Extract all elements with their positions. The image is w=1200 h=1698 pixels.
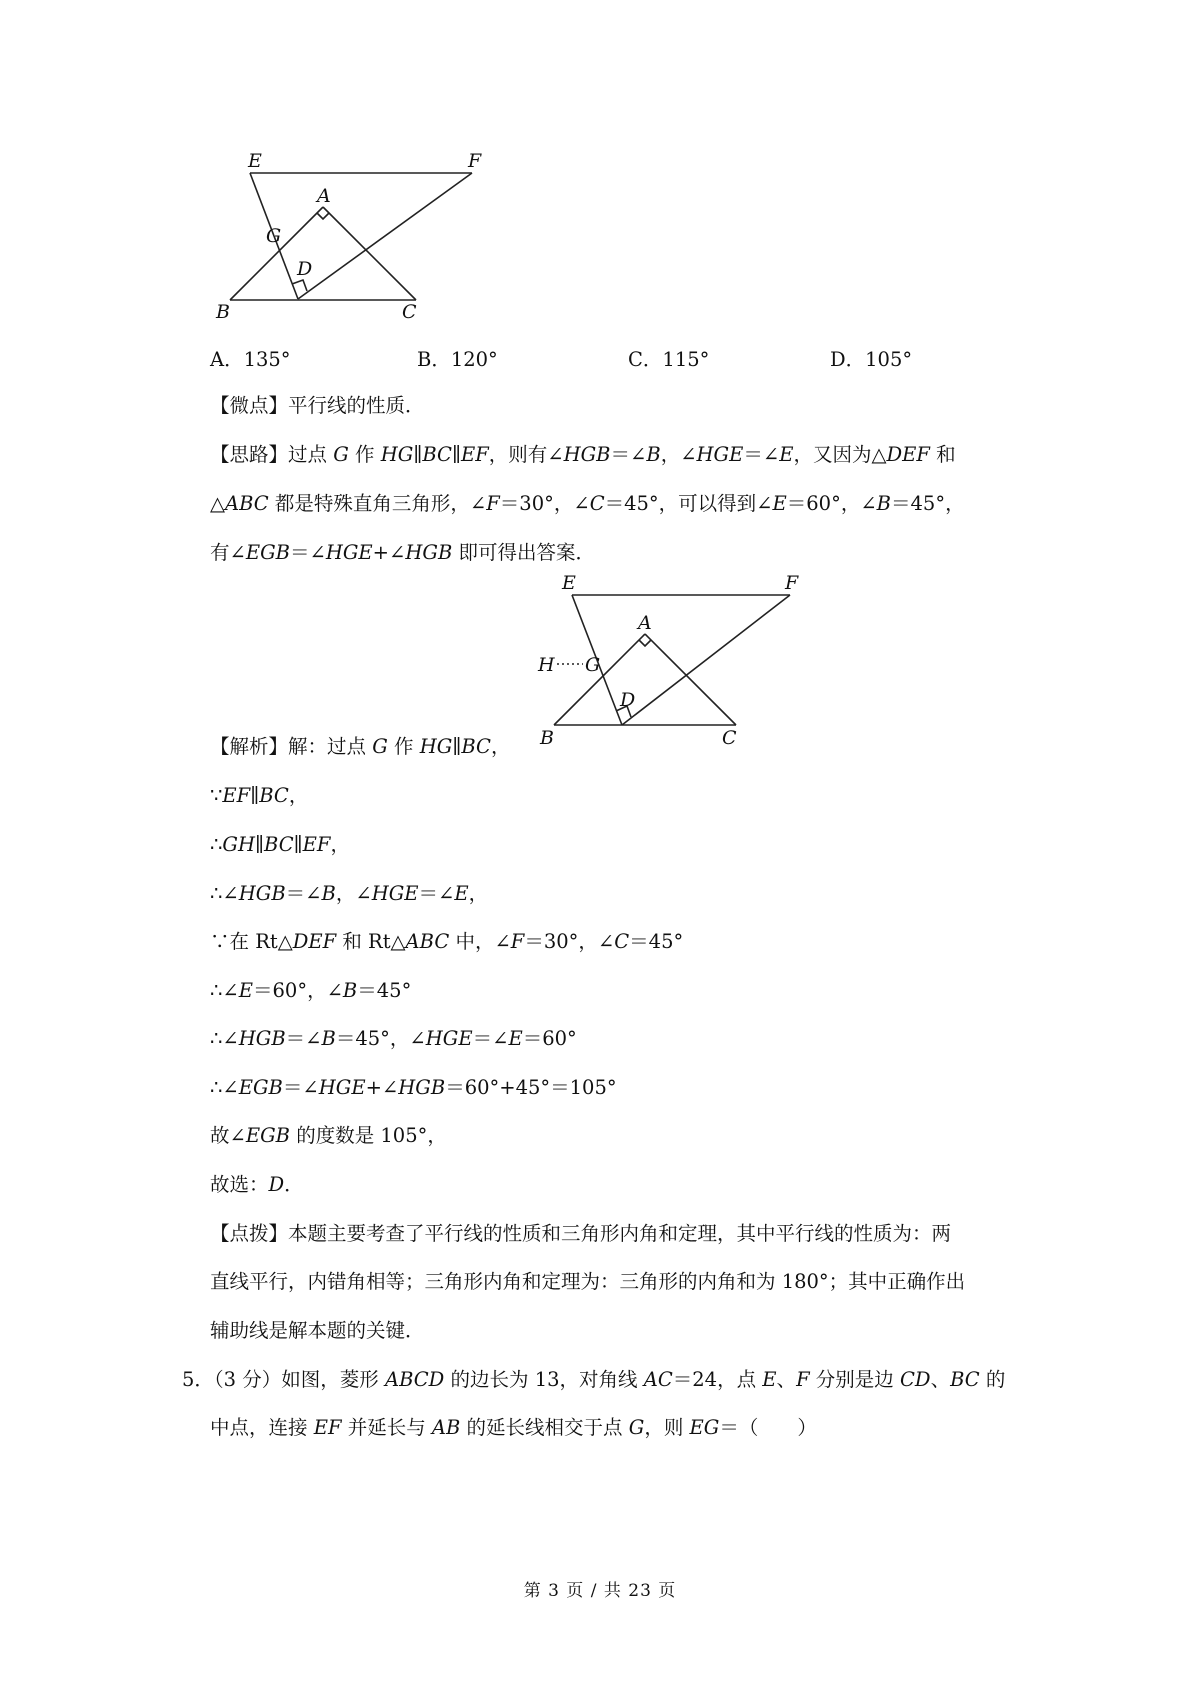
jiexi-text: ． (284, 1173, 304, 1196)
jiexi-text: ∴∠ (210, 1076, 239, 1099)
dianbo-text: 辅助线是解本题的关键． (210, 1319, 425, 1342)
question-text: （3 分）如图，菱形 (213, 1368, 379, 1391)
jiexi-line-0: 【解析】解：过点 G 作 HG∥BC， (210, 735, 511, 758)
label-g: G (585, 654, 601, 676)
figure-triangles-2 (530, 575, 820, 755)
silu-text: 有∠ (210, 541, 246, 564)
jiexi-text: 作 (394, 735, 414, 758)
jiexi-text: ＝60°+45°＝105° (445, 1076, 617, 1099)
label-d: D (297, 258, 313, 280)
dianbo-line-3 (210, 1317, 425, 1345)
label-f: F (468, 150, 482, 172)
dianbo-tag: 【点拨】 (210, 1222, 289, 1245)
label-e: E (248, 150, 262, 172)
label-c: C (402, 301, 417, 323)
jiexi-line-2: ∴GH∥BC∥EF， (210, 833, 350, 856)
option-b: B．120° (417, 348, 498, 371)
question-text: ＝（ ） (719, 1416, 817, 1439)
silu-text: ＝45°，可以得到∠ (604, 492, 773, 515)
silu-text: ＝45°， (891, 492, 965, 515)
silu-text: ＝60°，∠ (786, 492, 877, 515)
silu-text: 和 (936, 443, 956, 466)
jiexi-line-6: ∴∠HGB＝∠B＝45°，∠HGE＝∠E＝60° (210, 1027, 577, 1050)
dianbo-line-1 (210, 1220, 951, 1248)
jiexi-text: ＝∠ (282, 1076, 319, 1099)
label-a: A (317, 185, 331, 207)
page-footer: 第 3 页 / 共 23 页 (523, 1581, 677, 1601)
figure-triangles-1 (200, 150, 500, 330)
jiexi-line-4: ∵在 Rt△DEF 和 Rt△ABC 中，∠F＝30°，∠C＝45° (210, 930, 684, 953)
silu-line-1: 【思路】过点 G 作 HG∥BC∥EF，则有∠HGB＝∠B，∠HGE＝∠E，又因为△DEF 和 (210, 443, 956, 466)
question-text: ，则 (644, 1416, 684, 1439)
dianbo-line-2 (210, 1268, 965, 1296)
question-text: 的延长线相交于点 (466, 1416, 623, 1439)
silu-text: ＝∠ (743, 443, 780, 466)
jiexi-line-8: 故∠EGB 的度数是 105°， (210, 1124, 447, 1147)
option-a: A．135° (210, 348, 291, 371)
jiexi-text: ∴ (210, 833, 223, 856)
question-5-line-2: 中点，连接 EF 并延长与 AB 的延长线相交于点 G，则 EG＝（ ） (210, 1416, 817, 1439)
jiexi-text: ∵ (210, 784, 223, 807)
silu-text: ＝∠ (290, 541, 326, 564)
question-text: 中点，连接 (210, 1416, 308, 1439)
jiexi-text: 解：过点 (288, 735, 367, 758)
silu-text: ＝30°，∠ (499, 492, 590, 515)
weidian-text: 平行线的性质． (288, 394, 425, 417)
silu-text: ，则有∠ (488, 443, 564, 466)
jiexi-text: ＝45° (629, 930, 684, 953)
silu-text: 作 (355, 443, 375, 466)
jiexi-text: 和 Rt△ (342, 930, 406, 953)
silu-text: 过点 (288, 443, 328, 466)
question-text: 的边长为 13，对角线 (450, 1368, 638, 1391)
jiexi-line-5: ∴∠E＝60°，∠B＝45° (210, 979, 412, 1002)
silu-text: ，又因为△ (793, 443, 887, 466)
question-text: 分别是边 (815, 1368, 894, 1391)
jiexi-text: ＝60°，∠ (253, 979, 343, 1002)
silu-text: +∠ (372, 541, 406, 564)
question-text: 并延长与 (347, 1416, 426, 1439)
jiexi-text: ∵在 Rt△ (210, 930, 293, 953)
weidian-tag: 【微点】 (210, 394, 289, 417)
question-text: 、 (776, 1368, 797, 1391)
label-b: B (540, 727, 554, 749)
silu-text: ，∠ (660, 443, 697, 466)
question-5-line-1: 5．（3 分）如图，菱形 ABCD 的边长为 13，对角线 AC＝24，点 E、F 分别是边 CD、BC 的 (182, 1368, 1006, 1391)
jiexi-text: ∴∠ (210, 882, 239, 905)
option-c: C．115° (628, 348, 710, 371)
jiexi-text: 中，∠ (455, 930, 511, 953)
jiexi-line-3: ∴∠HGB＝∠B，∠HGE＝∠E， (210, 882, 489, 905)
label-f: F (785, 575, 799, 594)
jiexi-text: ＝45° (357, 979, 412, 1002)
jiexi-text: ＝∠ (285, 1027, 322, 1050)
label-d: D (620, 689, 636, 711)
silu-text: ＝∠ (610, 443, 647, 466)
question-text: 的 (985, 1368, 1006, 1391)
label-h: H (538, 654, 555, 676)
jiexi-line-9: 故选：D． (210, 1173, 304, 1196)
jiexi-text: ＝∠ (472, 1027, 509, 1050)
jiexi-text: ＝45°，∠ (335, 1027, 426, 1050)
dianbo-text: 直线平行，内错角相等；三角形内角和定理为：三角形的内角和为 180°；其中正确作出 (210, 1270, 966, 1293)
silu-line-2: △ABC 都是特殊直角三角形，∠F＝30°，∠C＝45°，可以得到∠E＝60°，∠B＝45°， (210, 492, 965, 515)
jiexi-line-7: ∴∠EGB＝∠HGE+∠HGB＝60°+45°＝105° (210, 1076, 617, 1099)
jiexi-text: 故∠ (210, 1124, 246, 1147)
jiexi-text: ＝60° (522, 1027, 577, 1050)
jiexi-text: 的度数是 105°， (296, 1124, 447, 1147)
silu-line-3: 有∠EGB＝∠HGE+∠HGB 即可得出答案． (210, 541, 595, 564)
jiexi-text: ∴∠ (210, 979, 239, 1002)
question-text: ＝24，点 (672, 1368, 757, 1391)
label-a: A (638, 612, 652, 634)
silu-text: 即可得出答案． (458, 541, 595, 564)
label-c: C (722, 727, 737, 749)
question-number: 5． (182, 1368, 214, 1391)
label-e: E (562, 575, 576, 594)
weidian-line (210, 392, 425, 420)
jiexi-tag: 【解析】 (210, 735, 289, 758)
silu-text: 都是特殊直角三角形，∠ (274, 492, 487, 515)
question-text: 、 (930, 1368, 951, 1391)
label-b: B (216, 301, 230, 323)
option-d: D．105° (830, 348, 913, 371)
jiexi-text: ∴∠ (210, 1027, 239, 1050)
jiexi-line-1: ∵EF∥BC， (210, 784, 309, 807)
jiexi-text: 故选： (210, 1173, 269, 1196)
label-g: G (266, 225, 282, 247)
dianbo-text: 本题主要考查了平行线的性质和三角形内角和定理，其中平行线的性质为：两 (288, 1222, 952, 1245)
jiexi-text: +∠ (365, 1076, 399, 1099)
jiexi-text: ＝30°，∠ (524, 930, 615, 953)
silu-tag: 【思路】 (210, 443, 289, 466)
